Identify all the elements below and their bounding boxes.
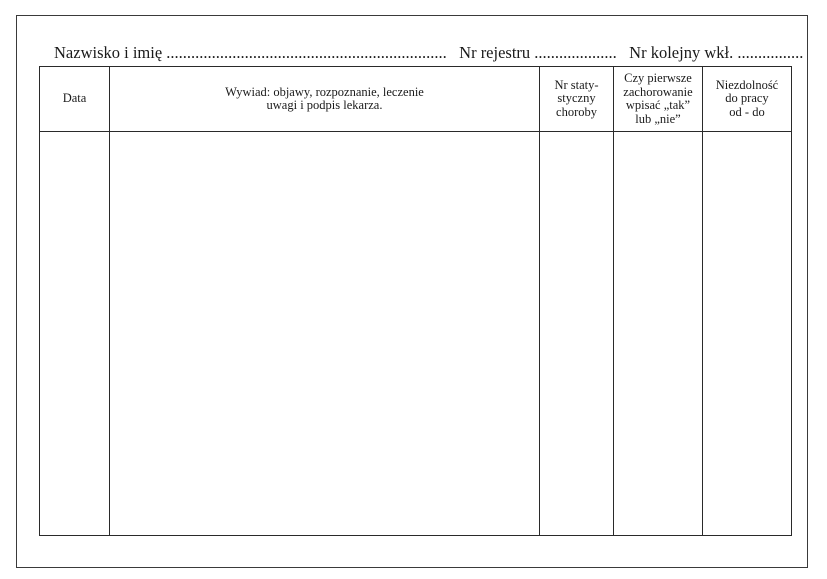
register-number-field-label[interactable]: Nr rejestru .................... [459, 43, 617, 62]
column-header-first-illness [614, 67, 702, 131]
column-header-work-incapacity [703, 67, 791, 131]
history-entry-area[interactable] [110, 132, 539, 535]
column-header-label: Data [62, 91, 87, 106]
statistical-number-entry-area[interactable] [540, 132, 613, 535]
column-header-history [110, 67, 539, 131]
column-header-label: Wywiad: objawy, rozpoznanie, leczenie uwagi i podpis lekarza. [225, 84, 424, 112]
patient-header [54, 43, 804, 63]
column-header-date [40, 67, 109, 131]
column-header-label: Czy pierwsze zachorowanie wpisać „tak” lub „nie” [623, 71, 693, 126]
date-entry-area[interactable] [40, 132, 109, 535]
column-header-label: Niezdolność do pracy od - do [715, 77, 779, 119]
column-header-label: Nr staty- styczny choroby [554, 77, 599, 119]
work-incapacity-entry-area[interactable] [703, 132, 791, 535]
sequence-number-field-label[interactable]: Nr kolejny wkł. ................ [629, 43, 804, 62]
first-illness-entry-area[interactable] [614, 132, 702, 535]
medical-record-table [39, 66, 792, 536]
name-field-label[interactable]: Nazwisko i imię .................................................................... [54, 43, 447, 62]
column-header-statistical-number [540, 67, 613, 131]
